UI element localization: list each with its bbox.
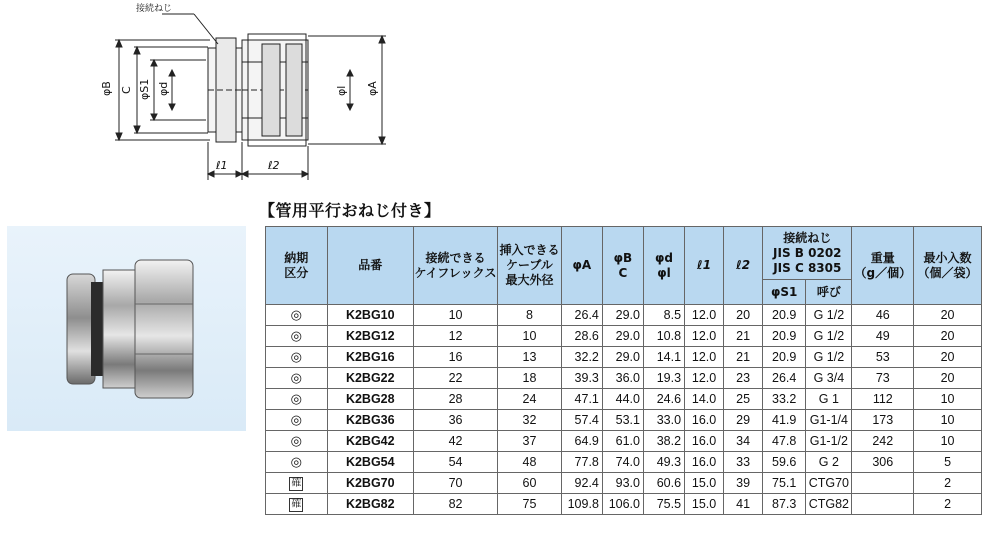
stock-mark: ◎ — [290, 454, 302, 469]
phiB-cell: 29.0 — [602, 305, 643, 326]
yobi-cell: G 1 — [806, 389, 852, 410]
part-number-cell: K2BG82 — [327, 494, 413, 515]
label-l2: ℓ2 — [268, 159, 280, 172]
l1-cell: 15.0 — [685, 473, 724, 494]
s1-cell: 26.4 — [763, 368, 806, 389]
stock-mark: ◎ — [290, 307, 302, 322]
phiB-cell: 36.0 — [602, 368, 643, 389]
phiB-cell: 53.1 — [602, 410, 643, 431]
weight-cell — [852, 473, 914, 494]
confirm-mark: 確 — [291, 499, 302, 510]
product-photo — [7, 226, 246, 431]
yobi-cell: G 1/2 — [806, 326, 852, 347]
phiA-cell: 64.9 — [561, 431, 602, 452]
l1-cell: 12.0 — [685, 347, 724, 368]
weight-cell: 73 — [852, 368, 914, 389]
part-number-cell: K2BG70 — [327, 473, 413, 494]
qty-cell: 2 — [914, 473, 982, 494]
cable-cell: 18 — [498, 368, 562, 389]
qty-cell: 5 — [914, 452, 982, 473]
stock-mark: ◎ — [290, 412, 302, 427]
flex-cell: 36 — [413, 410, 497, 431]
phid-cell: 10.8 — [643, 326, 684, 347]
section-title: 【管用平行おねじ付き】 — [259, 201, 441, 220]
phiB-cell: 74.0 — [602, 452, 643, 473]
cable-cell: 60 — [498, 473, 562, 494]
part-number-cell: K2BG42 — [327, 431, 413, 452]
l1-cell: 12.0 — [685, 368, 724, 389]
label-C: C — [120, 86, 133, 94]
phiB-cell: 29.0 — [602, 326, 643, 347]
l1-cell: 14.0 — [685, 389, 724, 410]
cable-cell: 8 — [498, 305, 562, 326]
phiA-cell: 39.3 — [561, 368, 602, 389]
flex-cell: 10 — [413, 305, 497, 326]
delivery-cell — [266, 473, 328, 494]
weight-cell: 306 — [852, 452, 914, 473]
weight-cell: 112 — [852, 389, 914, 410]
yobi-cell: G1-1/4 — [806, 410, 852, 431]
l2-cell: 21 — [724, 326, 763, 347]
table-row — [266, 494, 982, 515]
table-row — [266, 431, 982, 452]
l2-cell: 20 — [724, 305, 763, 326]
l2-cell: 34 — [724, 431, 763, 452]
delivery-cell — [266, 305, 328, 326]
l2-cell: 25 — [724, 389, 763, 410]
weight-cell: 46 — [852, 305, 914, 326]
table-row — [266, 452, 982, 473]
weight-cell: 242 — [852, 431, 914, 452]
phid-cell: 38.2 — [643, 431, 684, 452]
technical-drawing — [90, 0, 400, 190]
header-cable: 挿入できる ケーブル 最大外径 — [498, 227, 562, 305]
cable-cell: 32 — [498, 410, 562, 431]
part-number-cell: K2BG54 — [327, 452, 413, 473]
s1-cell: 47.8 — [763, 431, 806, 452]
flex-cell: 16 — [413, 347, 497, 368]
s1-cell: 20.9 — [763, 326, 806, 347]
delivery-cell — [266, 368, 328, 389]
s1-cell: 59.6 — [763, 452, 806, 473]
flex-cell: 82 — [413, 494, 497, 515]
yobi-cell: G1-1/2 — [806, 431, 852, 452]
l1-cell: 16.0 — [685, 452, 724, 473]
l1-cell: 12.0 — [685, 305, 724, 326]
phiB-cell: 93.0 — [602, 473, 643, 494]
delivery-cell — [266, 389, 328, 410]
label-l1: ℓ1 — [216, 159, 228, 172]
phid-cell: 19.3 — [643, 368, 684, 389]
yobi-cell: G 1/2 — [806, 305, 852, 326]
stock-mark: ◎ — [290, 328, 302, 343]
l2-cell: 29 — [724, 410, 763, 431]
spec-table-body — [266, 305, 982, 515]
cable-cell: 24 — [498, 389, 562, 410]
qty-cell: 20 — [914, 326, 982, 347]
label-phid: φd — [157, 81, 170, 96]
header-min-qty: 最小入数 （個／袋） — [914, 227, 982, 305]
flex-cell: 54 — [413, 452, 497, 473]
cable-cell: 13 — [498, 347, 562, 368]
flex-cell: 70 — [413, 473, 497, 494]
qty-cell: 10 — [914, 431, 982, 452]
phiA-cell: 92.4 — [561, 473, 602, 494]
stock-mark: ◎ — [290, 391, 302, 406]
spec-table — [265, 226, 982, 515]
flex-cell: 28 — [413, 389, 497, 410]
qty-cell: 20 — [914, 347, 982, 368]
phiB-cell: 106.0 — [602, 494, 643, 515]
phid-cell: 60.6 — [643, 473, 684, 494]
header-thread: 接続ねじ JIS B 0202 JIS C 8305 — [763, 227, 852, 280]
qty-cell: 20 — [914, 305, 982, 326]
cable-cell: 37 — [498, 431, 562, 452]
label-phiB: φB — [100, 81, 113, 96]
s1-cell: 20.9 — [763, 305, 806, 326]
yobi-cell: CTG82 — [806, 494, 852, 515]
phiA-cell: 47.1 — [561, 389, 602, 410]
phiB-cell: 61.0 — [602, 431, 643, 452]
flex-cell: 22 — [413, 368, 497, 389]
l2-cell: 33 — [724, 452, 763, 473]
qty-cell: 20 — [914, 368, 982, 389]
phiA-cell: 77.8 — [561, 452, 602, 473]
table-row — [266, 326, 982, 347]
l2-cell: 39 — [724, 473, 763, 494]
delivery-cell — [266, 452, 328, 473]
weight-cell: 49 — [852, 326, 914, 347]
table-row — [266, 368, 982, 389]
stock-mark: ◎ — [290, 433, 302, 448]
s1-cell: 33.2 — [763, 389, 806, 410]
phiA-cell: 109.8 — [561, 494, 602, 515]
header-flex: 接続できる ケイフレックス — [413, 227, 497, 305]
s1-cell: 20.9 — [763, 347, 806, 368]
header-phid-l: φd φl — [643, 227, 684, 305]
header-delivery: 納期 区分 — [266, 227, 328, 305]
header-part-no: 品番 — [327, 227, 413, 305]
header-l1: ℓ1 — [685, 227, 724, 305]
part-number-cell: K2BG22 — [327, 368, 413, 389]
callout-label: 接続ねじ — [136, 4, 173, 14]
qty-cell: 2 — [914, 494, 982, 515]
header-l2: ℓ2 — [724, 227, 763, 305]
phid-cell: 75.5 — [643, 494, 684, 515]
flex-cell: 12 — [413, 326, 497, 347]
part-number-cell: K2BG36 — [327, 410, 413, 431]
table-row — [266, 305, 982, 326]
flex-cell: 42 — [413, 431, 497, 452]
phid-cell: 8.5 — [643, 305, 684, 326]
yobi-cell: G 1/2 — [806, 347, 852, 368]
table-row — [266, 389, 982, 410]
header-phiA: φA — [561, 227, 602, 305]
qty-cell: 10 — [914, 389, 982, 410]
phid-cell: 49.3 — [643, 452, 684, 473]
l1-cell: 12.0 — [685, 326, 724, 347]
delivery-cell — [266, 494, 328, 515]
header-phiS1: φS1 — [763, 280, 806, 305]
stock-mark: ◎ — [290, 370, 302, 385]
label-phiA: φA — [366, 81, 379, 96]
label-phil: φl — [335, 85, 348, 96]
l2-cell: 21 — [724, 347, 763, 368]
table-row — [266, 347, 982, 368]
header-weight: 重量 （g／個） — [852, 227, 914, 305]
yobi-cell: CTG70 — [806, 473, 852, 494]
part-number-cell: K2BG28 — [327, 389, 413, 410]
weight-cell: 53 — [852, 347, 914, 368]
phiA-cell: 57.4 — [561, 410, 602, 431]
phiB-cell: 29.0 — [602, 347, 643, 368]
phid-cell: 24.6 — [643, 389, 684, 410]
header-yobi: 呼び — [806, 280, 852, 305]
yobi-cell: G 2 — [806, 452, 852, 473]
delivery-cell — [266, 410, 328, 431]
s1-cell: 41.9 — [763, 410, 806, 431]
l2-cell: 23 — [724, 368, 763, 389]
connector-illustration — [7, 226, 246, 431]
phiB-cell: 44.0 — [602, 389, 643, 410]
s1-cell: 87.3 — [763, 494, 806, 515]
phid-cell: 33.0 — [643, 410, 684, 431]
l1-cell: 15.0 — [685, 494, 724, 515]
l1-cell: 16.0 — [685, 431, 724, 452]
phiA-cell: 28.6 — [561, 326, 602, 347]
part-number-cell: K2BG16 — [327, 347, 413, 368]
delivery-cell — [266, 431, 328, 452]
yobi-cell: G 3/4 — [806, 368, 852, 389]
confirm-mark: 確 — [291, 478, 302, 489]
phiA-cell: 26.4 — [561, 305, 602, 326]
cable-cell: 48 — [498, 452, 562, 473]
weight-cell — [852, 494, 914, 515]
part-number-cell: K2BG12 — [327, 326, 413, 347]
weight-cell: 173 — [852, 410, 914, 431]
cable-cell: 10 — [498, 326, 562, 347]
phiA-cell: 32.2 — [561, 347, 602, 368]
table-row — [266, 473, 982, 494]
s1-cell: 75.1 — [763, 473, 806, 494]
cable-cell: 75 — [498, 494, 562, 515]
l2-cell: 41 — [724, 494, 763, 515]
delivery-cell — [266, 326, 328, 347]
table-row — [266, 410, 982, 431]
header-phiB-C: φB C — [602, 227, 643, 305]
delivery-cell — [266, 347, 328, 368]
label-phiS1: φS1 — [138, 78, 151, 100]
l1-cell: 16.0 — [685, 410, 724, 431]
stock-mark: ◎ — [290, 349, 302, 364]
phid-cell: 14.1 — [643, 347, 684, 368]
part-number-cell: K2BG10 — [327, 305, 413, 326]
qty-cell: 10 — [914, 410, 982, 431]
